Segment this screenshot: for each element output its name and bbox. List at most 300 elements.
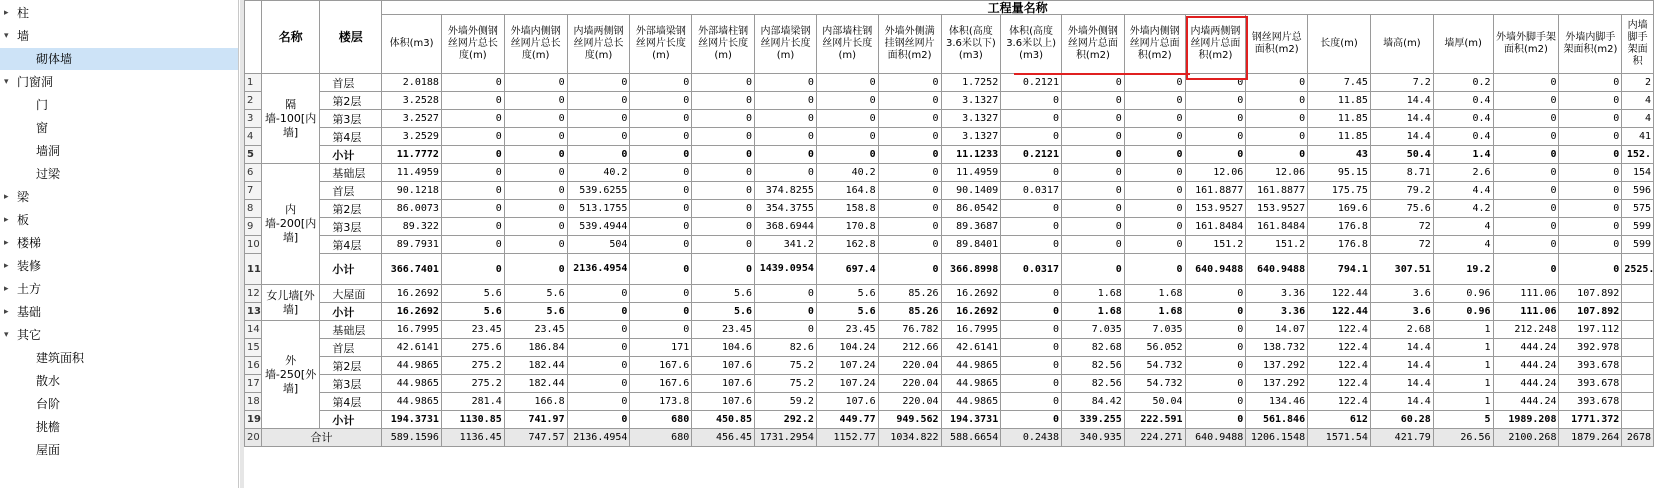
value-cell[interactable]: 107.6 — [692, 393, 755, 411]
value-cell[interactable]: 0 — [692, 128, 755, 146]
value-cell[interactable]: 122.44 — [1308, 303, 1371, 321]
value-cell[interactable]: 16.2692 — [382, 285, 442, 303]
value-cell[interactable]: 16.2692 — [382, 303, 442, 321]
value-cell[interactable]: 0 — [1001, 339, 1062, 357]
tree-item[interactable] — [0, 255, 238, 277]
wall-name-cell[interactable]: 内墙-200[内墙] — [261, 164, 320, 285]
wall-name-cell[interactable]: 女儿墙[外墙] — [261, 285, 320, 321]
tree-item[interactable] — [0, 186, 238, 208]
value-cell[interactable]: 0 — [630, 146, 692, 164]
value-cell[interactable]: 95.15 — [1308, 164, 1371, 182]
value-cell[interactable]: 0 — [630, 254, 692, 285]
value-cell[interactable]: 697.4 — [816, 254, 878, 285]
value-cell[interactable]: 79.2 — [1370, 182, 1433, 200]
value-cell[interactable]: 7.45 — [1308, 74, 1371, 92]
value-cell[interactable]: 137.292 — [1246, 375, 1308, 393]
tree-item[interactable] — [0, 393, 238, 415]
total-value-cell[interactable]: 1879.264 — [1559, 429, 1622, 447]
floor-cell[interactable]: 首层 — [320, 339, 382, 357]
value-cell[interactable]: 504 — [567, 236, 630, 254]
total-value-cell[interactable]: 2678 — [1622, 429, 1654, 447]
value-cell[interactable]: 0 — [755, 303, 817, 321]
value-cell[interactable]: 0 — [878, 110, 941, 128]
value-cell[interactable]: 0 — [692, 218, 755, 236]
column-header[interactable]: 外墙外侧钢丝网片总长度(m) — [441, 15, 504, 74]
value-cell[interactable]: 14.4 — [1370, 92, 1433, 110]
value-cell[interactable]: 0 — [755, 321, 817, 339]
column-header[interactable]: 墙高(m) — [1370, 15, 1433, 74]
value-cell[interactable]: 368.6944 — [755, 218, 817, 236]
value-cell[interactable]: 161.8877 — [1246, 182, 1308, 200]
value-cell[interactable]: 89.8401 — [941, 236, 1001, 254]
value-cell[interactable]: 56.052 — [1124, 339, 1185, 357]
value-cell[interactable]: 0 — [1001, 411, 1062, 429]
total-value-cell[interactable]: 588.6654 — [941, 429, 1001, 447]
value-cell[interactable]: 0 — [878, 218, 941, 236]
value-cell[interactable]: 0 — [630, 303, 692, 321]
wall-name-cell[interactable]: 外墙-250[外墙] — [261, 321, 320, 429]
tree-item[interactable] — [0, 347, 238, 369]
value-cell[interactable]: 7.035 — [1124, 321, 1185, 339]
value-cell[interactable]: 449.77 — [816, 411, 878, 429]
value-cell[interactable]: 75.2 — [755, 375, 817, 393]
value-cell[interactable]: 0 — [755, 110, 817, 128]
value-cell[interactable]: 89.3687 — [941, 218, 1001, 236]
value-cell[interactable]: 539.4944 — [567, 218, 630, 236]
value-cell[interactable]: 0 — [567, 146, 630, 164]
value-cell[interactable]: 0 — [441, 254, 504, 285]
value-cell[interactable]: 275.2 — [441, 375, 504, 393]
caret-right-icon[interactable]: ▸ — [4, 238, 9, 248]
value-cell[interactable]: 194.3731 — [382, 411, 442, 429]
value-cell[interactable]: 2525. — [1622, 254, 1654, 285]
caret-right-icon[interactable]: ▸ — [4, 307, 9, 317]
value-cell[interactable]: 0 — [1559, 92, 1622, 110]
floor-cell[interactable]: 小计 — [320, 146, 382, 164]
tree-item[interactable] — [0, 301, 238, 323]
value-cell[interactable]: 3.6 — [1370, 303, 1433, 321]
value-cell[interactable]: 275.6 — [441, 339, 504, 357]
column-header[interactable]: 体积(高度3.6米以下)(m3) — [941, 15, 1001, 74]
value-cell[interactable]: 354.3755 — [755, 200, 817, 218]
value-cell[interactable]: 169.6 — [1308, 200, 1371, 218]
value-cell[interactable]: 60.28 — [1370, 411, 1433, 429]
value-cell[interactable]: 0 — [1061, 236, 1124, 254]
value-cell[interactable]: 5.6 — [816, 285, 878, 303]
value-cell[interactable]: 85.26 — [878, 285, 941, 303]
value-cell[interactable]: 0 — [504, 164, 567, 182]
value-cell[interactable]: 5.6 — [441, 285, 504, 303]
value-cell[interactable]: 122.4 — [1308, 321, 1371, 339]
value-cell[interactable]: 0 — [504, 218, 567, 236]
value-cell[interactable]: 76.782 — [878, 321, 941, 339]
caret-right-icon[interactable]: ▸ — [4, 261, 9, 271]
value-cell[interactable]: 107.6 — [692, 375, 755, 393]
value-cell[interactable]: 173.8 — [630, 393, 692, 411]
value-cell[interactable]: 5.6 — [816, 303, 878, 321]
value-cell[interactable]: 0 — [1061, 128, 1124, 146]
value-cell[interactable]: 513.1755 — [567, 200, 630, 218]
subtotal-row[interactable] — [245, 146, 1654, 164]
column-header[interactable]: 外部墙柱钢丝网片长度(m) — [692, 15, 755, 74]
value-cell[interactable]: 3.1327 — [941, 128, 1001, 146]
value-cell[interactable]: 7.035 — [1061, 321, 1124, 339]
value-cell[interactable]: 89.7931 — [382, 236, 442, 254]
value-cell[interactable]: 107.6 — [692, 357, 755, 375]
value-cell[interactable]: 14.4 — [1370, 375, 1433, 393]
value-cell[interactable]: 0 — [504, 254, 567, 285]
tree-item[interactable] — [0, 324, 238, 346]
value-cell[interactable]: 0 — [816, 110, 878, 128]
value-cell[interactable]: 0 — [878, 236, 941, 254]
value-cell[interactable]: 161.8484 — [1246, 218, 1308, 236]
floor-cell[interactable]: 第2层 — [320, 92, 382, 110]
value-cell[interactable]: 42.6141 — [941, 339, 1001, 357]
table-row[interactable] — [245, 92, 1654, 110]
value-cell[interactable] — [1622, 285, 1654, 303]
value-cell[interactable]: 0 — [1493, 74, 1559, 92]
tree-item[interactable] — [0, 370, 238, 392]
value-cell[interactable]: 7.2 — [1370, 74, 1433, 92]
value-cell[interactable]: 4 — [1433, 218, 1493, 236]
value-cell[interactable]: 14.4 — [1370, 393, 1433, 411]
value-cell[interactable]: 104.24 — [816, 339, 878, 357]
value-cell[interactable]: 0 — [504, 92, 567, 110]
value-cell[interactable]: 107.24 — [816, 375, 878, 393]
value-cell[interactable]: 0 — [755, 128, 817, 146]
value-cell[interactable]: 23.45 — [504, 321, 567, 339]
value-cell[interactable]: 44.9865 — [941, 357, 1001, 375]
tree-item[interactable] — [0, 117, 238, 139]
value-cell[interactable]: 0 — [567, 128, 630, 146]
value-cell[interactable]: 104.6 — [692, 339, 755, 357]
value-cell[interactable] — [1622, 339, 1654, 357]
value-cell[interactable]: 220.04 — [878, 357, 941, 375]
value-cell[interactable]: 197.112 — [1559, 321, 1622, 339]
value-cell[interactable]: 0 — [692, 254, 755, 285]
value-cell[interactable]: 54.732 — [1124, 375, 1185, 393]
caret-down-icon[interactable]: ▾ — [4, 77, 9, 87]
value-cell[interactable]: 0 — [692, 236, 755, 254]
value-cell[interactable]: 0 — [755, 285, 817, 303]
value-cell[interactable]: 154 — [1622, 164, 1654, 182]
value-cell[interactable]: 0 — [692, 110, 755, 128]
value-cell[interactable]: 86.0073 — [382, 200, 442, 218]
value-cell[interactable]: 680 — [630, 411, 692, 429]
value-cell[interactable]: 0 — [567, 110, 630, 128]
value-cell[interactable]: 40.2 — [816, 164, 878, 182]
caret-right-icon[interactable]: ▸ — [4, 192, 9, 202]
value-cell[interactable]: 5.6 — [692, 303, 755, 321]
column-header[interactable]: 长度(m) — [1308, 15, 1371, 74]
value-cell[interactable]: 0 — [1061, 164, 1124, 182]
value-cell[interactable] — [1622, 303, 1654, 321]
value-cell[interactable]: 0 — [567, 92, 630, 110]
value-cell[interactable]: 0 — [878, 164, 941, 182]
value-cell[interactable]: 0 — [1061, 92, 1124, 110]
value-cell[interactable]: 0 — [878, 74, 941, 92]
value-cell[interactable]: 158.8 — [816, 200, 878, 218]
value-cell[interactable]: 12.06 — [1246, 164, 1308, 182]
value-cell[interactable]: 0 — [1124, 218, 1185, 236]
value-cell[interactable]: 0 — [878, 200, 941, 218]
value-cell[interactable]: 0.4 — [1433, 110, 1493, 128]
value-cell[interactable]: 0 — [1001, 285, 1062, 303]
value-cell[interactable]: 0 — [441, 110, 504, 128]
value-cell[interactable]: 107.6 — [816, 393, 878, 411]
total-value-cell[interactable]: 680 — [630, 429, 692, 447]
total-value-cell[interactable]: 1136.45 — [441, 429, 504, 447]
value-cell[interactable]: 0 — [878, 254, 941, 285]
value-cell[interactable]: 0 — [1559, 218, 1622, 236]
total-value-cell[interactable]: 224.271 — [1124, 429, 1185, 447]
value-cell[interactable]: 0 — [755, 164, 817, 182]
value-cell[interactable]: 366.8998 — [941, 254, 1001, 285]
value-cell[interactable]: 90.1218 — [382, 182, 442, 200]
value-cell[interactable]: 59.2 — [755, 393, 817, 411]
value-cell[interactable]: 0 — [1559, 128, 1622, 146]
value-cell[interactable]: 0 — [1185, 321, 1246, 339]
value-cell[interactable]: 0 — [1493, 110, 1559, 128]
floor-cell[interactable]: 第4层 — [320, 393, 382, 411]
value-cell[interactable]: 176.8 — [1308, 218, 1371, 236]
value-cell[interactable]: 0 — [441, 92, 504, 110]
value-cell[interactable]: 75.2 — [755, 357, 817, 375]
value-cell[interactable]: 0 — [816, 128, 878, 146]
value-cell[interactable]: 0 — [504, 128, 567, 146]
tree-item[interactable] — [0, 94, 238, 116]
column-header[interactable]: 内部墙梁钢丝网片长度(m) — [755, 15, 817, 74]
value-cell[interactable]: 182.44 — [504, 375, 567, 393]
tree-item[interactable] — [0, 416, 238, 438]
value-cell[interactable]: 72 — [1370, 236, 1433, 254]
value-cell[interactable]: 0 — [567, 303, 630, 321]
value-cell[interactable]: 392.978 — [1559, 339, 1622, 357]
value-cell[interactable]: 194.3731 — [941, 411, 1001, 429]
caret-down-icon[interactable]: ▾ — [4, 31, 9, 41]
column-header[interactable]: 钢丝网片总面积(m2) — [1246, 15, 1308, 74]
value-cell[interactable]: 0 — [504, 236, 567, 254]
value-cell[interactable]: 107.892 — [1559, 285, 1622, 303]
value-cell[interactable]: 0 — [1185, 128, 1246, 146]
value-cell[interactable]: 0 — [1493, 236, 1559, 254]
value-cell[interactable]: 23.45 — [816, 321, 878, 339]
value-cell[interactable]: 0 — [1124, 164, 1185, 182]
value-cell[interactable]: 8.71 — [1370, 164, 1433, 182]
value-cell[interactable]: 0 — [630, 74, 692, 92]
value-cell[interactable]: 44.9865 — [941, 393, 1001, 411]
value-cell[interactable]: 0 — [1001, 200, 1062, 218]
value-cell[interactable]: 2 — [1622, 74, 1654, 92]
value-cell[interactable]: 107.892 — [1559, 303, 1622, 321]
value-cell[interactable]: 212.248 — [1493, 321, 1559, 339]
table-row[interactable] — [245, 182, 1654, 200]
value-cell[interactable]: 0 — [1185, 393, 1246, 411]
value-cell[interactable]: 0 — [1061, 218, 1124, 236]
value-cell[interactable]: 86.0542 — [941, 200, 1001, 218]
subtotal-row[interactable] — [245, 303, 1654, 321]
value-cell[interactable]: 11.1233 — [941, 146, 1001, 164]
value-cell[interactable]: 0 — [1559, 236, 1622, 254]
value-cell[interactable]: 0 — [878, 128, 941, 146]
value-cell[interactable]: 1.7252 — [941, 74, 1001, 92]
value-cell[interactable]: 0 — [1559, 110, 1622, 128]
value-cell[interactable]: 2.6 — [1433, 164, 1493, 182]
value-cell[interactable]: 11.85 — [1308, 128, 1371, 146]
value-cell[interactable]: 561.846 — [1246, 411, 1308, 429]
column-header[interactable]: 内墙脚手架面积 — [1622, 15, 1654, 74]
value-cell[interactable]: 82.6 — [755, 339, 817, 357]
value-cell[interactable]: 84.42 — [1061, 393, 1124, 411]
value-cell[interactable]: 0 — [1559, 74, 1622, 92]
value-cell[interactable]: 612 — [1308, 411, 1371, 429]
value-cell[interactable]: 1.68 — [1061, 303, 1124, 321]
value-cell[interactable]: 0 — [1124, 92, 1185, 110]
value-cell[interactable]: 182.44 — [504, 357, 567, 375]
value-cell[interactable]: 0 — [1493, 128, 1559, 146]
value-cell[interactable]: 153.9527 — [1185, 200, 1246, 218]
value-cell[interactable]: 11.85 — [1308, 110, 1371, 128]
value-cell[interactable]: 0.96 — [1433, 285, 1493, 303]
value-cell[interactable]: 1.4 — [1433, 146, 1493, 164]
tree-item[interactable] — [0, 71, 238, 93]
value-cell[interactable]: 0 — [1001, 393, 1062, 411]
value-cell[interactable]: 1 — [1433, 339, 1493, 357]
value-cell[interactable]: 19.2 — [1433, 254, 1493, 285]
column-header[interactable]: 外墙外脚手架面积(m2) — [1493, 15, 1559, 74]
column-header[interactable]: 外部墙梁钢丝网片长度(m) — [630, 15, 692, 74]
value-cell[interactable]: 0 — [1185, 303, 1246, 321]
value-cell[interactable]: 54.732 — [1124, 357, 1185, 375]
value-cell[interactable]: 0 — [441, 164, 504, 182]
value-cell[interactable]: 14.07 — [1246, 321, 1308, 339]
value-cell[interactable]: 3.1327 — [941, 110, 1001, 128]
value-cell[interactable]: 0 — [1493, 146, 1559, 164]
total-value-cell[interactable]: 1206.1548 — [1246, 429, 1308, 447]
value-cell[interactable]: 0 — [1001, 236, 1062, 254]
total-value-cell[interactable]: 640.9488 — [1185, 429, 1246, 447]
tree-item[interactable] — [0, 2, 238, 24]
value-cell[interactable]: 90.1409 — [941, 182, 1001, 200]
value-cell[interactable]: 14.4 — [1370, 110, 1433, 128]
value-cell[interactable]: 1 — [1433, 375, 1493, 393]
floor-cell[interactable]: 首层 — [320, 74, 382, 92]
value-cell[interactable]: 23.45 — [441, 321, 504, 339]
value-cell[interactable]: 0.96 — [1433, 303, 1493, 321]
floor-cell[interactable]: 小计 — [320, 254, 382, 285]
value-cell[interactable]: 0 — [567, 321, 630, 339]
value-cell[interactable]: 0 — [630, 285, 692, 303]
total-value-cell[interactable]: 1152.77 — [816, 429, 878, 447]
value-cell[interactable]: 0 — [567, 357, 630, 375]
value-cell[interactable]: 0 — [504, 110, 567, 128]
value-cell[interactable]: 85.26 — [878, 303, 941, 321]
tree-item[interactable] — [0, 278, 238, 300]
value-cell[interactable]: 0 — [692, 164, 755, 182]
value-cell[interactable]: 0 — [1559, 200, 1622, 218]
total-value-cell[interactable]: 340.935 — [1061, 429, 1124, 447]
table-row[interactable] — [245, 74, 1654, 92]
value-cell[interactable]: 0 — [1001, 110, 1062, 128]
value-cell[interactable]: 122.4 — [1308, 339, 1371, 357]
value-cell[interactable]: 794.1 — [1308, 254, 1371, 285]
value-cell[interactable]: 1.68 — [1124, 303, 1185, 321]
column-header[interactable]: 体积(高度3.6米以上)(m3) — [1001, 15, 1062, 74]
total-value-cell[interactable]: 456.45 — [692, 429, 755, 447]
value-cell[interactable]: 0 — [1493, 200, 1559, 218]
value-cell[interactable]: 0 — [1185, 110, 1246, 128]
value-cell[interactable]: 4 — [1622, 110, 1654, 128]
value-cell[interactable]: 0 — [1001, 375, 1062, 393]
value-cell[interactable]: 44.9865 — [382, 393, 442, 411]
value-cell[interactable]: 0 — [1246, 92, 1308, 110]
value-cell[interactable]: 44.9865 — [382, 357, 442, 375]
value-cell[interactable]: 0.0317 — [1001, 182, 1062, 200]
value-cell[interactable]: 175.75 — [1308, 182, 1371, 200]
value-cell[interactable]: 0 — [441, 182, 504, 200]
value-cell[interactable]: 0.2 — [1433, 74, 1493, 92]
value-cell[interactable]: 0 — [504, 200, 567, 218]
value-cell[interactable]: 16.7995 — [382, 321, 442, 339]
value-cell[interactable]: 4 — [1433, 236, 1493, 254]
value-cell[interactable]: 0 — [441, 146, 504, 164]
floor-cell[interactable]: 第2层 — [320, 200, 382, 218]
column-header[interactable]: 外墙内侧钢丝网片总面积(m2) — [1124, 15, 1185, 74]
floor-cell[interactable]: 第2层 — [320, 357, 382, 375]
tree-item[interactable] — [0, 209, 238, 231]
value-cell[interactable]: 0 — [692, 200, 755, 218]
value-cell[interactable]: 122.44 — [1308, 285, 1371, 303]
value-cell[interactable]: 0 — [1246, 146, 1308, 164]
value-cell[interactable]: 14.4 — [1370, 357, 1433, 375]
total-value-cell[interactable]: 589.1596 — [382, 429, 442, 447]
value-cell[interactable]: 1 — [1433, 357, 1493, 375]
value-cell[interactable]: 0 — [1001, 303, 1062, 321]
header-name[interactable]: 名称 — [261, 1, 320, 74]
value-cell[interactable]: 1989.208 — [1493, 411, 1559, 429]
value-cell[interactable]: 0 — [567, 285, 630, 303]
column-header[interactable]: 内墙两侧钢丝网片总长度(m) — [567, 15, 630, 74]
value-cell[interactable]: 0 — [1001, 357, 1062, 375]
value-cell[interactable]: 0 — [567, 393, 630, 411]
value-cell[interactable]: 444.24 — [1493, 375, 1559, 393]
value-cell[interactable]: 450.85 — [692, 411, 755, 429]
table-row[interactable] — [245, 218, 1654, 236]
value-cell[interactable]: 0 — [441, 218, 504, 236]
value-cell[interactable]: 0 — [878, 182, 941, 200]
value-cell[interactable]: 75.6 — [1370, 200, 1433, 218]
table-row[interactable] — [245, 200, 1654, 218]
column-header[interactable]: 体积(m3) — [382, 15, 442, 74]
value-cell[interactable]: 599 — [1622, 218, 1654, 236]
value-cell[interactable]: 107.24 — [816, 357, 878, 375]
subtotal-row[interactable] — [245, 254, 1654, 285]
value-cell[interactable]: 0 — [630, 236, 692, 254]
table-row[interactable] — [245, 357, 1654, 375]
total-value-cell[interactable]: 747.57 — [504, 429, 567, 447]
value-cell[interactable]: 0 — [1061, 254, 1124, 285]
value-cell[interactable]: 0 — [816, 92, 878, 110]
value-cell[interactable]: 43 — [1308, 146, 1371, 164]
value-cell[interactable]: 1439.0954 — [755, 254, 817, 285]
value-cell[interactable]: 0 — [1061, 200, 1124, 218]
value-cell[interactable]: 0 — [630, 128, 692, 146]
value-cell[interactable]: 3.6 — [1370, 285, 1433, 303]
value-cell[interactable]: 176.8 — [1308, 236, 1371, 254]
value-cell[interactable]: 0 — [1493, 92, 1559, 110]
value-cell[interactable]: 0 — [441, 236, 504, 254]
value-cell[interactable]: 167.6 — [630, 375, 692, 393]
